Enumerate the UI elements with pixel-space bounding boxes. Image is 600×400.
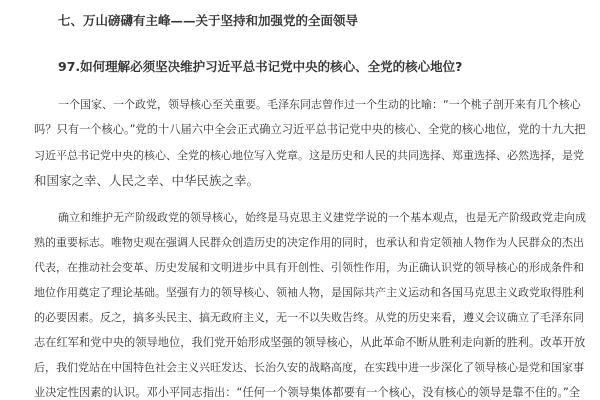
paragraph-line: 后，我们党站在中国特色社会主义兴旺发达、长治久安的战略高度，在实践中进一步深化了领导核心是党和国家事 xyxy=(34,361,584,374)
paragraph-line: 习近平总书记党中央的核心、全党的核心地位写入党章。这是历史和人民的共同选择、郑重选择、必然选择，是党 xyxy=(34,149,584,162)
paragraph-line: 地位作用奠定了理论基础。坚强有力的领导核心、领袖人物，是国际共产主义运动和各国马克思主义政党取得胜利 xyxy=(34,286,584,299)
paragraph-line: 确立和维护无产阶级政党的领导核心，始终是马克思主义建党学说的一个基本观点，也是无产阶级政党走向成 xyxy=(58,211,586,224)
question-heading: 97.如何理解必须坚决维护习近平总书记党中央的核心、全党的核心地位? xyxy=(58,59,463,74)
paragraph-line: 业决定性因素的认识。邓小平同志指出：“任何一个领导集体都要有一个核心，没有核心的领导是靠不住的。”全 xyxy=(34,386,581,399)
paragraph-line: 和国家之幸、人民之幸、中华民族之幸。 xyxy=(34,173,260,188)
paragraph-line: 志在红军和党中央的领导地位，我们党开始形成坚强的领导核心，从此革命不断从胜利走向新的胜利。改革开放 xyxy=(34,336,586,349)
paragraph-line: 代表，在推动社会变革、历史发展和文明进步中具有开创性、引领性作用，为正确认识党的领导核心的形成条件和 xyxy=(34,261,584,274)
section-heading: 七、万山磅礴有主峰——关于坚持和加强党的全面领导 xyxy=(58,13,359,28)
paragraph-line: 一个国家、一个政党，领导核心至关重要。毛泽东同志曾作过一个生动的比喻：“一个桃子剖开来有几个核心 xyxy=(58,98,581,111)
paragraph-line: 的必要因素。反之，搞多头民主、搞无政府主义，无一不以失败告终。从党的历史来看，遵义会议确立了毛泽东同 xyxy=(34,311,584,324)
paragraph-line: 熟的重要标志。唯物史观在强调人民群众创造历史的决定作用的同时，也承认和肯定领袖人物作为人民群众的杰出 xyxy=(34,236,584,249)
paragraph-line: 吗？只有一个核心。”党的十八届六中全会正式确立习近平总书记党中央的核心、全党的核心地位，党的十九大把 xyxy=(34,123,586,136)
